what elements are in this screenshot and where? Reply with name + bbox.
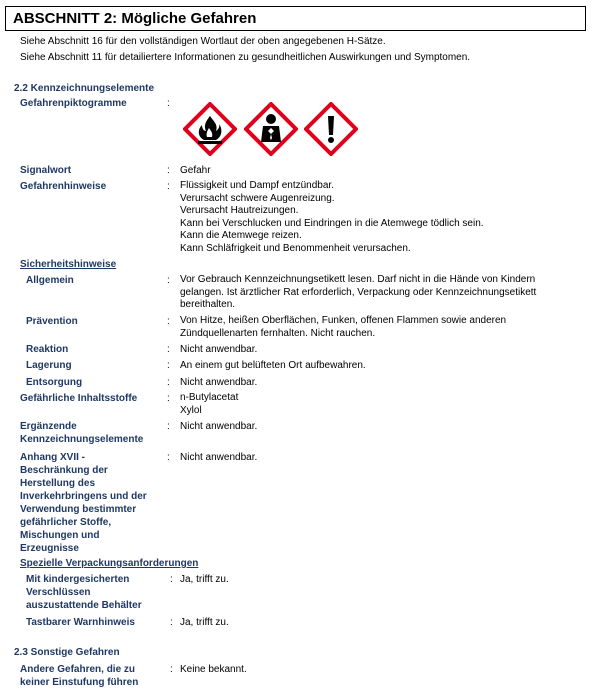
- colon: :: [167, 393, 170, 404]
- colon: :: [170, 574, 173, 585]
- praevention-value: Von Hitze, heißen Oberflächen, Funken, offenen Flammen sowie anderen Zündquellenarten fernhalten. Nicht rauchen.: [180, 315, 507, 339]
- colon: :: [167, 181, 170, 192]
- entsorgung-value: Nicht anwendbar.: [180, 377, 258, 388]
- safety-statements-heading: Sicherheitshinweise: [20, 259, 117, 270]
- praevention-label: Prävention: [26, 316, 78, 327]
- reaktion-label: Reaktion: [26, 344, 69, 355]
- tactile-warning-value: Ja, trifft zu.: [180, 617, 229, 628]
- pictograms-label: Gefahrenpiktogramme: [20, 98, 127, 109]
- signalwort-value: Gefahr: [180, 165, 211, 176]
- lagerung-value: An einem gut belüfteten Ort aufbewahren.: [180, 360, 366, 371]
- colon: :: [167, 165, 170, 176]
- anhang-xvii-label: Anhang XVII - Beschränkung der Herstellung des Inverkehrbringens und der Verwendung bestimmter gefährlicher Stoffe, Mischungen und Erzeugnisse: [20, 452, 147, 554]
- lagerung-label: Lagerung: [26, 360, 72, 371]
- colon: :: [167, 377, 170, 388]
- child-resistant-value: Ja, trifft zu.: [180, 574, 229, 585]
- packaging-requirements-heading: Spezielle Verpackungsanforderungen: [20, 558, 199, 569]
- anhang-xvii-value: Nicht anwendbar.: [180, 452, 258, 463]
- reaktion-value: Nicht anwendbar.: [180, 344, 258, 355]
- colon: :: [167, 421, 170, 432]
- entsorgung-label: Entsorgung: [26, 377, 83, 388]
- hazard-statements-value: Flüssigkeit und Dampf entzündbar. Verursacht schwere Augenreizung. Verursacht Hautreizungen. Kann bei Verschlucken und Eindringen in die Atemwege tödlich sein. Kann die Atemwege reizen. Kann Schläfrigkeit und Benommenheit verursachen.: [180, 180, 484, 254]
- section-title: ABSCHNITT 2: Mögliche Gefahren: [13, 10, 257, 27]
- other-hazards-value: Keine bekannt.: [180, 664, 247, 675]
- ergaenzende-value: Nicht anwendbar.: [180, 421, 258, 432]
- other-hazards-label: Andere Gefahren, die zu keiner Einstufung führen: [20, 664, 139, 688]
- section-header: [5, 6, 586, 31]
- tactile-warning-label: Tastbarer Warnhinweis: [26, 617, 135, 628]
- allgemein-value: Vor Gebrauch Kennzeichnungsetikett lesen. Darf nicht in die Hände von Kindern gelangen. Ist ärztlicher Rat erforderlich, Verpackung oder Kennzeichnungsetikett bereithalten.: [180, 274, 537, 310]
- colon: :: [167, 98, 170, 109]
- intro-line: Siehe Abschnitt 11 für detailiertere Informationen zu gesundheitlichen Auswirkungen und Symptomen.: [20, 52, 471, 63]
- subsection-heading-2-2: 2.2 Kennzeichnungselemente: [14, 83, 155, 94]
- inhaltsstoffe-label: Gefährliche Inhaltsstoffe: [20, 393, 138, 404]
- flame-pictogram-icon: [183, 102, 237, 156]
- colon: :: [170, 617, 173, 628]
- colon: :: [167, 344, 170, 355]
- colon: :: [167, 316, 170, 327]
- intro-line: Siehe Abschnitt 16 für den vollständigen Wortlaut der oben angegebenen H-Sätze.: [20, 36, 386, 47]
- colon: :: [167, 452, 170, 463]
- colon: :: [167, 275, 170, 286]
- colon: :: [170, 664, 173, 675]
- signalwort-label: Signalwort: [20, 165, 72, 176]
- allgemein-label: Allgemein: [26, 275, 74, 286]
- subsection-heading-2-3: 2.3 Sonstige Gefahren: [14, 647, 120, 658]
- health-hazard-pictogram-icon: [244, 102, 298, 156]
- hazard-statements-label: Gefahrenhinweise: [20, 181, 107, 192]
- child-resistant-label: Mit kindergesicherten Verschlüssen auszustattende Behälter: [26, 574, 142, 611]
- inhaltsstoffe-value: n-Butylacetat Xylol: [180, 392, 239, 416]
- ergaenzende-label: Ergänzende Kennzeichnungselemente: [20, 421, 144, 445]
- exclamation-pictogram-icon: [304, 102, 358, 156]
- colon: :: [167, 360, 170, 371]
